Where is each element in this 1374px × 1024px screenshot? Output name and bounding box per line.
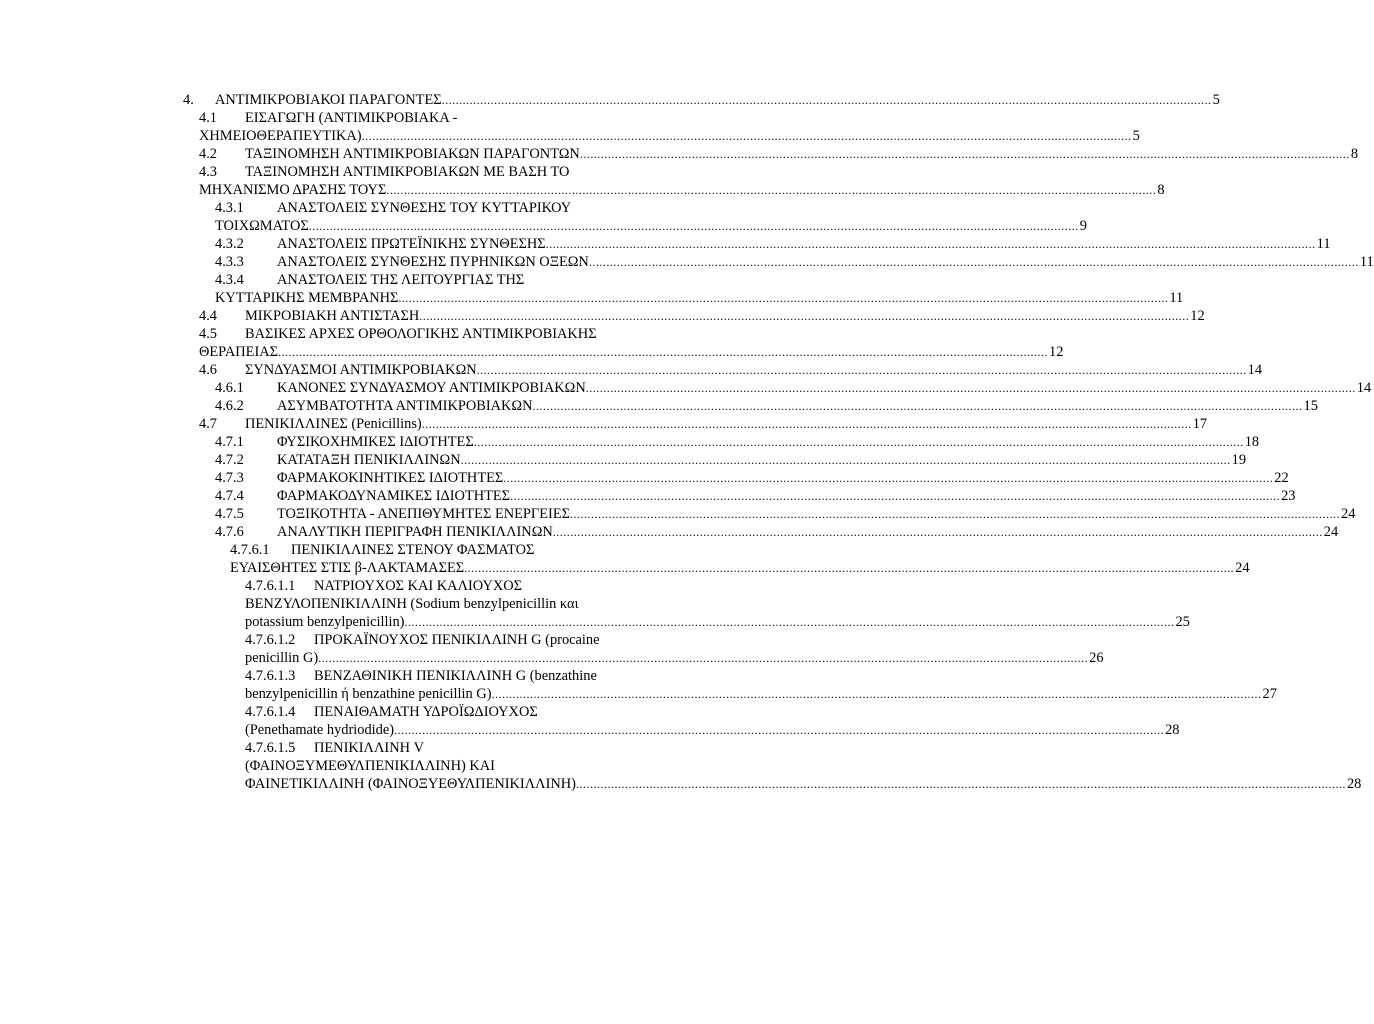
toc-title-line-with-leader: [277, 451, 1247, 469]
toc-title-text: ΦΑΡΜΑΚΟΔΥΝΑΜΙΚΕΣ ΙΔΙΟΤΗΤΕΣ: [277, 488, 511, 504]
toc-section-number: 4.7.6.1.1: [245, 578, 296, 594]
toc-title-line-with-leader: [245, 307, 1205, 325]
toc-page-number: 5: [1212, 92, 1220, 108]
toc-title-line-with-leader: [245, 721, 1180, 739]
toc-line: [0, 523, 1339, 541]
toc-title-text: ΒΕΝΖΥΛΟΠΕΝΙΚΙΛΛΙΝΗ (Sodium benzylpenicillin και: [245, 596, 579, 612]
toc-line: [0, 613, 1190, 631]
toc-title-line-with-leader: [215, 91, 1220, 109]
toc-title-line-with-leader: [215, 217, 1087, 235]
toc-entry[interactable]: [0, 541, 1250, 577]
toc-section-number: 4.6: [199, 362, 217, 378]
toc-entry[interactable]: [0, 469, 1289, 487]
toc-page-number: 5: [1132, 128, 1140, 144]
toc-section-number: 4.7.6.1.3: [245, 668, 296, 684]
toc-page-number: 28: [1165, 722, 1180, 738]
toc-line: [0, 199, 768, 217]
toc-line: [0, 433, 1260, 451]
toc-title-text: ΧΗΜΕΙΟΘΕΡΑΠΕΥΤΙΚΑ): [199, 128, 362, 144]
toc-page-number: 24: [1341, 506, 1356, 522]
toc-entry[interactable]: [0, 667, 1277, 703]
toc-title-text: ΜΙΚΡΟΒΙΑΚΗ ΑΝΤΙΣΤΑΣΗ: [245, 308, 420, 324]
toc-title-text: ΚΥΤΤΑΡΙΚΗΣ ΜΕΜΒΡΑΝΗΣ: [215, 290, 399, 306]
toc-title-text: ΕΙΣΑΓΩΓΗ (ΑΝΤΙΜΙΚΡΟΒΙΑΚΑ -: [245, 110, 458, 126]
toc-title-line-with-leader: [277, 397, 1318, 415]
toc-section-number: 4.4: [199, 308, 217, 324]
toc-page-number: 17: [1192, 416, 1208, 432]
toc-entry[interactable]: [0, 253, 1374, 271]
toc-section-number: 4.7.5: [215, 506, 244, 522]
toc-line: [0, 217, 1087, 235]
dot-leader: ............................................................................................................................................................................................................................: [588, 255, 1359, 269]
toc-section-number: 4.7.6.1.2: [245, 632, 296, 648]
toc-title-line-with-leader: [277, 433, 1260, 451]
toc-entry[interactable]: [0, 379, 1372, 397]
toc-title-line-with-leader: [199, 127, 1140, 145]
toc-line: [0, 631, 768, 649]
toc-entry[interactable]: [0, 487, 1296, 505]
toc-title-text: ΒΕΝΖΑΘΙΝΙΚΗ ΠΕΝΙΚΙΛΛΙΝΗ G (benzathine: [314, 668, 597, 684]
toc-title-line-with-leader: [245, 775, 1362, 793]
dot-leader: ............................................................................................................................................................................................................................: [579, 147, 1350, 161]
toc-section-number: 4.3: [199, 164, 217, 180]
toc-page-number: 14: [1247, 362, 1263, 378]
toc-title-line-with-leader: [245, 361, 1263, 379]
toc-page-number: 22: [1274, 470, 1289, 486]
toc-line: [0, 145, 1359, 163]
toc-title-text: ΤΟΙΧΩΜΑΤΟΣ: [215, 218, 309, 234]
dot-leader: ............................................................................................................................................................................................................................: [464, 561, 1235, 575]
dot-leader: ............................................................................................................................................................................................................................: [491, 687, 1262, 701]
toc-line: [0, 379, 1372, 397]
toc-line: [0, 91, 1220, 109]
toc-line: [0, 757, 768, 775]
toc-entry[interactable]: [0, 523, 1339, 541]
toc-line: [0, 703, 768, 721]
toc-page-number: 8: [1157, 182, 1165, 198]
toc-entry[interactable]: [0, 739, 1362, 793]
toc-title-text: ΑΝΑΣΤΟΛΕΙΣ ΠΡΩΤΕΪΝΙΚΗΣ ΣΥΝΘΕΣΗΣ: [277, 236, 546, 252]
toc-title-text: ΑΝΑΣΤΟΛΕΙΣ ΣΥΝΘΕΣΗΣ ΤΟΥ ΚΥΤΤΑΡΙΚΟΥ: [277, 200, 572, 216]
dot-leader: ............................................................................................................................................................................................................................: [386, 183, 1157, 197]
toc-page-number: 24: [1323, 524, 1339, 540]
toc-title-line-with-leader: [277, 469, 1289, 487]
toc-title-line-with-leader: [277, 487, 1296, 505]
toc-section-number: 4.6.2: [215, 398, 244, 414]
toc-page-number: 11: [1169, 290, 1184, 306]
toc-section-number: 4.3.2: [215, 236, 244, 252]
toc-line: [0, 127, 1140, 145]
toc-page-number: 23: [1281, 488, 1296, 504]
toc-section-number: 4.2: [199, 146, 217, 162]
toc-entry[interactable]: [0, 397, 1318, 415]
toc-page-number: 15: [1303, 398, 1318, 414]
toc-title-line-with-leader: [277, 235, 1331, 253]
toc-title-text: ΒΑΣΙΚΕΣ ΑΡΧΕΣ ΟΡΘΟΛΟΓΙΚΗΣ ΑΝΤΙΜΙΚΡΟΒΙΑΚΗΣ: [245, 326, 597, 342]
toc-section-number: 4.7.3: [215, 470, 244, 486]
toc-title-text: ΠΕΝΙΚΙΛΛΙΝΕΣ (Penicillins): [245, 416, 422, 432]
toc-entry[interactable]: [0, 577, 1190, 631]
toc-entry[interactable]: [0, 325, 1064, 361]
toc-title-line-with-leader: [245, 415, 1208, 433]
toc-section-number: 4.7.4: [215, 488, 244, 504]
toc-title-text: ΠΕΝΑΙΘΑΜΑΤΗ ΥΔΡΟΪΩΔΙΟΥΧΟΣ: [314, 704, 538, 720]
dot-leader: ............................................................................................................................................................................................................................: [361, 129, 1132, 143]
toc-line: [0, 181, 1165, 199]
toc-title-text: ΤΑΞΙΝΟΜΗΣΗ ΑΝΤΙΜΙΚΡΟΒΙΑΚΩΝ ΠΑΡΑΓΟΝΤΩΝ: [245, 146, 580, 162]
dot-leader: ............................................................................................................................................................................................................................: [552, 525, 1323, 539]
toc-title-line-with-leader: [199, 181, 1165, 199]
toc-title-text: ΠΕΝΙΚΙΛΛΙΝΕΣ ΣΤΕΝΟΥ ΦΑΣΜΑΤΟΣ: [291, 542, 535, 558]
dot-leader: ............................................................................................................................................................................................................................: [532, 399, 1303, 413]
toc-line: [0, 415, 1208, 433]
toc-page-number: 27: [1262, 686, 1277, 702]
toc-section-number: 4.7.6: [215, 524, 244, 540]
dot-leader: ............................................................................................................................................................................................................................: [575, 777, 1346, 791]
toc-section-number: 4.7.2: [215, 452, 244, 468]
toc-page-number: 19: [1231, 452, 1247, 468]
toc-title-line-with-leader: [277, 379, 1372, 397]
toc-page-number: 12: [1049, 344, 1064, 360]
toc-title-line-with-leader: [277, 253, 1374, 271]
toc-entry[interactable]: [0, 235, 1331, 253]
toc-line: [0, 469, 1289, 487]
dot-leader: ............................................................................................................................................................................................................................: [503, 471, 1274, 485]
table-of-contents: [0, 91, 1374, 793]
toc-title-text: ΑΣΥΜΒΑΤΟΤΗΤΑ ΑΝΤΙΜΙΚΡΟΒΙΑΚΩΝ: [277, 398, 533, 414]
toc-line: [0, 271, 768, 289]
toc-section-number: 4.7.6.1: [230, 542, 270, 558]
toc-page-number: 24: [1235, 560, 1250, 576]
toc-line: [0, 397, 1318, 415]
toc-page-number: 28: [1346, 776, 1362, 792]
toc-line: [0, 487, 1296, 505]
toc-entry[interactable]: [0, 505, 1356, 523]
toc-section-number: 4.7.6.1.5: [245, 740, 296, 756]
toc-page-number: 11: [1316, 236, 1331, 252]
toc-page-number: 14: [1356, 380, 1372, 396]
toc-page-number: 8: [1350, 146, 1359, 162]
toc-section-number: 4.7.6.1.4: [245, 704, 296, 720]
toc-line: [0, 649, 1104, 667]
toc-entry[interactable]: [0, 271, 1184, 307]
dot-leader: ............................................................................................................................................................................................................................: [421, 417, 1192, 431]
toc-title-text: (Penethamate hydriodide): [245, 722, 395, 738]
toc-title-line-with-leader: [245, 613, 1190, 631]
dot-leader: ............................................................................................................................................................................................................................: [308, 219, 1079, 233]
toc-line: [0, 667, 768, 685]
toc-line: [0, 595, 768, 613]
dot-leader: ............................................................................................................................................................................................................................: [441, 93, 1212, 107]
dot-leader: ............................................................................................................................................................................................................................: [585, 381, 1356, 395]
toc-page-number: 25: [1175, 614, 1190, 630]
toc-section-number: 4.5: [199, 326, 217, 342]
toc-title-text: ΦΑΡΜΑΚΟΚΙΝΗΤΙΚΕΣ ΙΔΙΟΤΗΤΕΣ: [277, 470, 504, 486]
toc-line: [0, 235, 1331, 253]
dot-leader: ............................................................................................................................................................................................................................: [570, 507, 1340, 521]
toc-entry[interactable]: [0, 145, 1359, 163]
toc-line: [0, 109, 768, 127]
toc-page-number: 18: [1244, 434, 1260, 450]
dot-leader: ............................................................................................................................................................................................................................: [278, 345, 1049, 359]
toc-title-text: ΦΑΙΝΕΤΙΚΙΛΛΙΝΗ (ΦΑΙΝΟΞΥΕΘΥΛΠΕΝΙΚΙΛΛΙΝΗ): [245, 776, 576, 792]
toc-entry[interactable]: [0, 361, 1263, 379]
toc-line: [0, 325, 768, 343]
toc-title-text: ΚΑΤΑΤΑΞΗ ΠΕΝΙΚΙΛΛΙΝΩΝ: [277, 452, 461, 468]
toc-page-number: 9: [1079, 218, 1087, 234]
toc-section-number: 4.3.3: [215, 254, 244, 270]
toc-line: [0, 307, 1205, 325]
toc-entry[interactable]: [0, 451, 1247, 469]
toc-entry[interactable]: [0, 109, 1140, 145]
toc-title-text: ΝΑΤΡΙΟΥΧΟΣ ΚΑΙ ΚΑΛΙΟΥΧΟΣ: [314, 578, 523, 594]
dot-leader: ............................................................................................................................................................................................................................: [398, 291, 1169, 305]
toc-entry[interactable]: [0, 703, 1180, 739]
toc-title-text: potassium benzylpenicillin): [245, 614, 405, 630]
toc-title-text: ΜΗΧΑΝΙΣΜΟ ΔΡΑΣΗΣ ΤΟΥΣ: [199, 182, 387, 198]
toc-section-number: 4.7: [199, 416, 217, 432]
toc-title-line-with-leader: [277, 523, 1339, 541]
toc-title-text: ΠΡΟΚΑΪΝΟΥΧΟΣ ΠΕΝΙΚΙΛΛΙΝΗ G (procaine: [314, 632, 600, 648]
toc-section-number: 4.3.1: [215, 200, 244, 216]
toc-title-text: ΤΟΞΙΚΟΤΗΤΑ - ΑΝΕΠΙΘΥΜΗΤΕΣ ΕΝΕΡΓΕΙΕΣ: [277, 506, 570, 522]
toc-title-text: penicillin G): [245, 650, 319, 666]
dot-leader: ............................................................................................................................................................................................................................: [545, 237, 1316, 251]
toc-title-line-with-leader: [245, 685, 1277, 703]
toc-section-number: 4.1: [199, 110, 217, 126]
toc-title-text: ΑΝΑΣΤΟΛΕΙΣ ΤΗΣ ΛΕΙΤΟΥΡΓΙΑΣ ΤΗΣ: [277, 272, 525, 288]
toc-entry[interactable]: [0, 163, 1165, 199]
toc-page-number: 11: [1359, 254, 1374, 270]
toc-line: [0, 505, 1356, 523]
toc-title-line-with-leader: [199, 343, 1064, 361]
dot-leader: ............................................................................................................................................................................................................................: [404, 615, 1175, 629]
toc-title-text: ΚΑΝΟΝΕΣ ΣΥΝΔΥΑΣΜΟΥ ΑΝΤΙΜΙΚΡΟΒΙΑΚΩΝ: [277, 380, 586, 396]
dot-leader: ............................................................................................................................................................................................................................: [419, 309, 1190, 323]
toc-title-line-with-leader: [230, 559, 1250, 577]
toc-page-number: 26: [1089, 650, 1104, 666]
toc-section-number: 4.3.4: [215, 272, 244, 288]
toc-entry[interactable]: [0, 91, 1220, 109]
toc-entry[interactable]: [0, 433, 1260, 451]
toc-line: [0, 163, 768, 181]
toc-line: [0, 289, 1184, 307]
toc-line: [0, 685, 1277, 703]
toc-line: [0, 775, 1362, 793]
toc-entry[interactable]: [0, 307, 1205, 325]
toc-title-line-with-leader: [277, 505, 1356, 523]
toc-line: [0, 541, 768, 559]
toc-title-text: benzylpenicillin ή benzathine penicillin G): [245, 686, 492, 702]
toc-line: [0, 361, 1263, 379]
dot-leader: ............................................................................................................................................................................................................................: [476, 363, 1247, 377]
toc-section-number: 4.6.1: [215, 380, 244, 396]
toc-title-text: ΠΕΝΙΚΙΛΛΙΝΗ V: [314, 740, 424, 756]
toc-title-line-with-leader: [245, 145, 1359, 163]
toc-line: [0, 343, 1064, 361]
toc-title-line-with-leader: [245, 649, 1104, 667]
toc-title-text: ΤΑΞΙΝΟΜΗΣΗ ΑΝΤΙΜΙΚΡΟΒΙΑΚΩΝ ΜΕ ΒΑΣΗ ΤΟ: [245, 164, 570, 180]
dot-leader: ............................................................................................................................................................................................................................: [318, 651, 1089, 665]
toc-entry[interactable]: [0, 631, 1104, 667]
toc-title-text: ΘΕΡΑΠΕΙΑΣ: [199, 344, 279, 360]
toc-line: [0, 577, 768, 595]
toc-title-text: ΑΝΑΣΤΟΛΕΙΣ ΣΥΝΘΕΣΗΣ ΠΥΡΗΝΙΚΩΝ ΟΞΕΩΝ: [277, 254, 589, 270]
toc-title-line-with-leader: [215, 289, 1184, 307]
toc-title-text: ΑΝΑΛΥΤΙΚΗ ΠΕΡΙΓΡΑΦΗ ΠΕΝΙΚΙΛΛΙΝΩΝ: [277, 524, 553, 540]
toc-title-text: (ΦΑΙΝΟΞΥΜΕΘΥΛΠΕΝΙΚΙΛΛΙΝΗ) ΚΑΙ: [245, 758, 495, 774]
toc-line: [0, 559, 1250, 577]
toc-title-text: ΦΥΣΙΚΟΧΗΜΙΚΕΣ ΙΔΙΟΤΗΤΕΣ: [277, 434, 474, 450]
toc-line: [0, 253, 1374, 271]
toc-title-text: ΕΥΑΙΣΘΗΤΕΣ ΣΤΙΣ β-ΛΑΚΤΑΜΑΣΕΣ: [230, 560, 465, 576]
dot-leader: ............................................................................................................................................................................................................................: [473, 435, 1244, 449]
toc-title-text: ΑΝΤΙΜΙΚΡΟΒΙΑΚΟΙ ΠΑΡΑΓΟΝΤΕΣ: [215, 92, 442, 108]
dot-leader: ............................................................................................................................................................................................................................: [460, 453, 1231, 467]
toc-line: [0, 739, 768, 757]
dot-leader: ............................................................................................................................................................................................................................: [394, 723, 1165, 737]
toc-entry[interactable]: [0, 415, 1208, 433]
dot-leader: ............................................................................................................................................................................................................................: [510, 489, 1281, 503]
toc-section-number: 4.: [183, 92, 194, 108]
toc-line: [0, 451, 1247, 469]
toc-title-text: ΣΥΝΔΥΑΣΜΟΙ ΑΝΤΙΜΙΚΡΟΒΙΑΚΩΝ: [245, 362, 477, 378]
toc-section-number: 4.7.1: [215, 434, 244, 450]
toc-entry[interactable]: [0, 199, 1087, 235]
toc-page-number: 12: [1190, 308, 1205, 324]
toc-line: [0, 721, 1180, 739]
